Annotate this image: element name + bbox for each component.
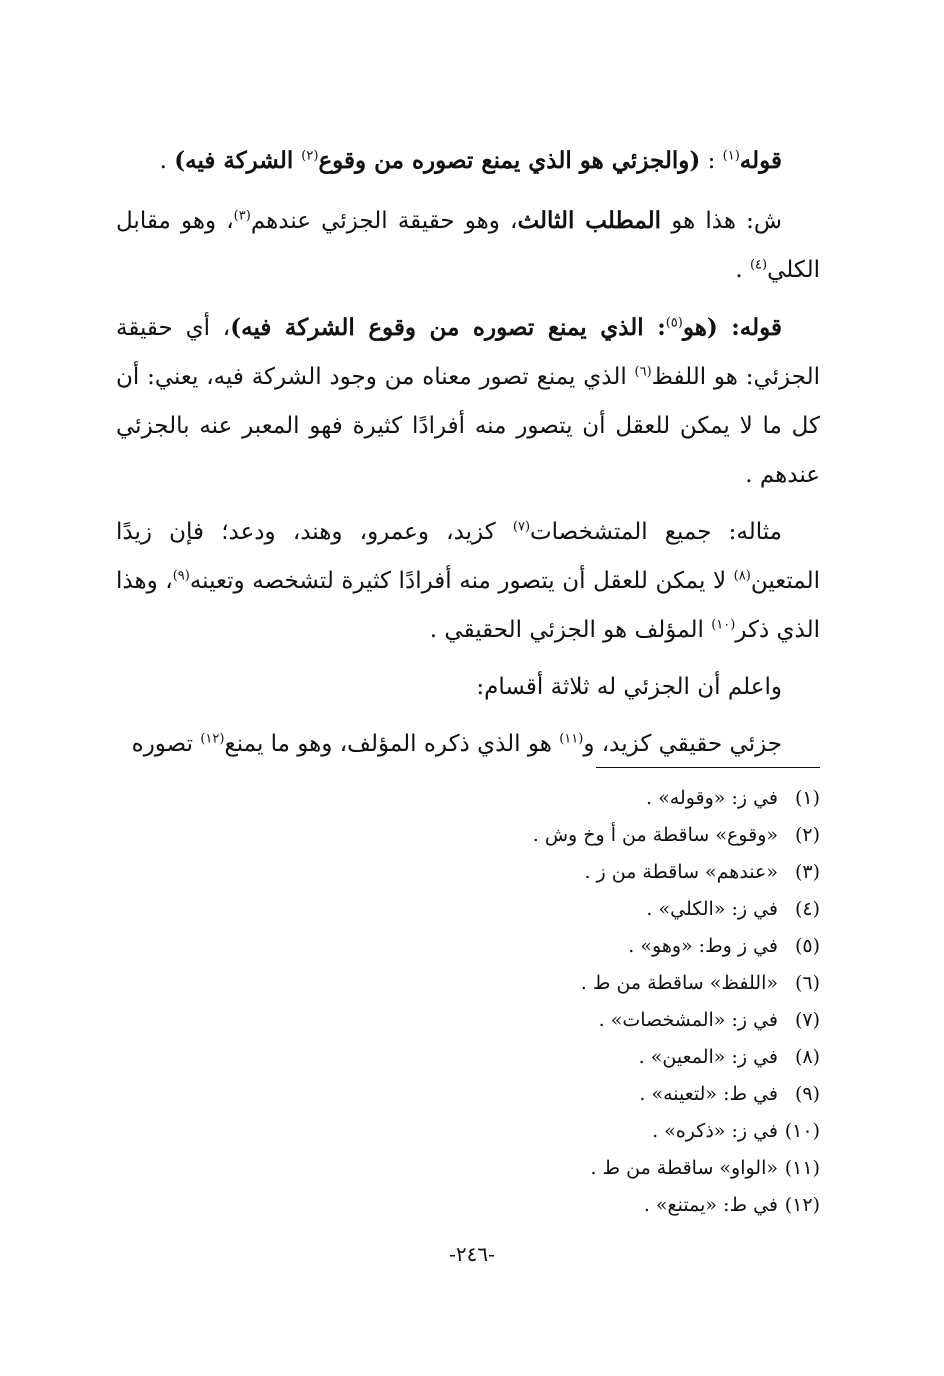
footnote-ref-2: (٢) [301, 148, 319, 164]
footnote-ref-8: (٨) [733, 568, 751, 584]
footnote-number: (٥) [794, 935, 820, 957]
footnote-number: (٣) [794, 861, 820, 883]
footnote-number: (٤) [794, 898, 820, 920]
footnote-text: «وقوع» ساقطة من أ وخ وش . [532, 824, 778, 846]
footnote-7 [260, 1002, 820, 1039]
footnote-2 [260, 817, 820, 854]
paragraph-4-text-1: مثاله: جميع المتشخصات [530, 519, 783, 545]
footnote-text: في ز: «الكلي» . [646, 898, 778, 920]
paragraph-4 [116, 508, 820, 655]
paragraph-1-bold-2: الشركة فيه) [174, 147, 302, 174]
paragraph-6 [116, 720, 820, 769]
paragraph-6-text-2: هو الذي ذكره المؤلف، وهو ما يمنع [224, 731, 560, 757]
footnote-ref-1: (١) [722, 148, 740, 164]
footnote-number: (٦) [794, 972, 820, 994]
footnote-4 [260, 891, 820, 928]
footnote-1 [260, 780, 820, 817]
footnote-8 [260, 1039, 820, 1076]
footnote-3 [260, 854, 820, 891]
footnote-number: (١) [794, 787, 820, 809]
paragraph-2-text-4: . [735, 257, 750, 283]
paragraph-4-text-4: ، وهذا الذي ذكر [116, 568, 820, 643]
paragraph-5-text-1: واعلم أن الجزئي له ثلاثة أقسام: [476, 674, 782, 700]
footnote-number: (٩) [794, 1083, 820, 1105]
paragraph-1-text-2: . [159, 148, 175, 174]
paragraph-3-bold-1: : الذي يمنع تصوره من وقوع الشركة فيه) [230, 314, 666, 341]
paragraph-2-text-1: ش: هذا هو [661, 208, 782, 234]
footnote-ref-9: (٩) [172, 568, 190, 584]
footnote-number: (١٢) [784, 1194, 820, 1216]
footnote-11 [260, 1150, 820, 1187]
paragraph-1-lead: قوله [739, 147, 782, 174]
footnote-ref-4: (٤) [749, 257, 768, 273]
footnote-text: في ز: «ذكره» . [652, 1120, 778, 1142]
footnote-number: (٨) [794, 1046, 820, 1068]
paragraph-4-text-3: لا يمكن للعقل أن يتصور منه أفرادًا كثيرة لتشخصه وتعينه [189, 568, 734, 594]
page-number: -٢٤٦- [449, 1242, 495, 1266]
paragraph-2-text-3: ، وهو مقابل الكلي [116, 208, 820, 283]
footnote-ref-7: (٧) [512, 519, 531, 535]
footnote-12 [260, 1187, 820, 1224]
paragraph-2-bold-1: المطلب الثالث [517, 207, 662, 234]
footnote-10 [260, 1113, 820, 1150]
main-text [116, 136, 820, 777]
paragraph-3-text-1: ، أي حقيقة الجزئي: هو اللفظ [116, 315, 820, 390]
paragraph-3 [116, 303, 820, 500]
footnote-text: «اللفظ» ساقطة من ط . [580, 972, 778, 994]
footnote-ref-12: (١٢) [200, 731, 225, 747]
footnote-text: في ز: «المعين» . [638, 1046, 778, 1068]
paragraph-4-text-2: كزيد، وعمرو، وهند، ودعد؛ فإن زيدًا المتعين [116, 519, 820, 594]
paragraph-1-bold-1: (والجزئي هو الذي يمنع تصوره من وقوع [318, 147, 701, 174]
footnote-text: في ط: «لتعينه» . [639, 1083, 778, 1105]
paragraph-2-text-2: ، وهو حقيقة الجزئي عندهم [250, 208, 518, 234]
footnote-ref-10: (١٠) [711, 617, 736, 633]
footnote-text: في ط: «يمتنع» . [643, 1194, 778, 1216]
footnote-ref-6: (٦) [634, 364, 652, 380]
paragraph-6-text-1: جزئي حقيقي كزيد، و [583, 731, 782, 757]
footnote-text: «عندهم» ساقطة من ز . [584, 861, 778, 883]
footnote-9 [260, 1076, 820, 1113]
footnote-5 [260, 928, 820, 965]
paragraph-3-text-2: الذي يمنع تصور معناه من وجود الشركة فيه، يعني: أن كل ما لا يمكن للعقل أن يتصور منه أفرادًا كثيرة فهو المعبر عنه بالجزئي عندهم . [116, 364, 820, 488]
paragraph-1 [116, 136, 820, 186]
footnote-number: (٢) [794, 824, 820, 846]
footnote-6 [260, 965, 820, 1002]
footnote-text: «الواو» ساقطة من ط . [590, 1157, 778, 1179]
footnote-ref-3: (٣) [233, 208, 251, 224]
footnote-number: (١١) [784, 1157, 820, 1179]
footnote-ref-11: (١١) [559, 731, 584, 747]
paragraph-3-lead: قوله: (هو [682, 314, 782, 341]
footnote-divider [596, 767, 820, 768]
footnote-number: (٧) [794, 1009, 820, 1031]
paragraph-2 [116, 196, 820, 295]
footnote-text: في ز وط: «وهو» . [628, 935, 778, 957]
footnote-text: في ز: «وقوله» . [646, 787, 778, 809]
paragraph-5 [116, 663, 820, 712]
paragraph-4-text-5: المؤلف هو الجزئي الحقيقي . [429, 617, 712, 643]
paragraph-1-text-1: : [700, 148, 723, 174]
footnote-ref-5: (٥) [665, 315, 683, 331]
footnotes-list [260, 780, 820, 1224]
footnote-number: (١٠) [784, 1120, 820, 1142]
footnote-text: في ز: «المشخصات» . [598, 1009, 778, 1031]
paragraph-6-text-3: تصوره [131, 731, 201, 757]
